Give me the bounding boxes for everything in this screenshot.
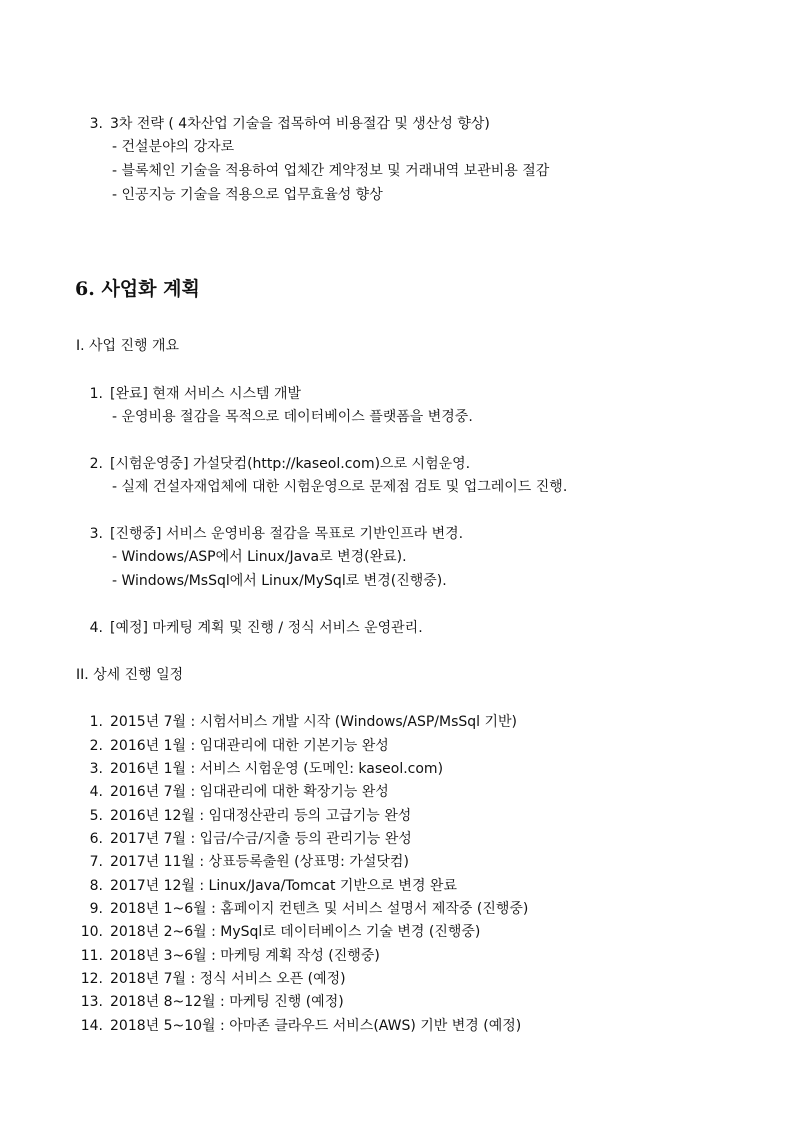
strategy-sub-item: - 블록체인 기술을 적용하여 업체간 계약정보 및 거래내역 보관비용 절감 bbox=[112, 163, 550, 179]
list-sub-item: - Windows/ASP에서 Linux/Java로 변경(완료). bbox=[112, 549, 407, 565]
list-number: 5. bbox=[89, 808, 103, 824]
subsection-title: II. 상세 진행 일정 bbox=[76, 667, 184, 683]
strategy-item-text: 3차 전략 ( 4차산업 기술을 접목하여 비용절감 및 생산성 향상) bbox=[110, 116, 490, 132]
schedule-item: 2018년 1~6월 : 홈페이지 컨텐츠 및 서비스 설명서 제작중 (진행중) bbox=[110, 901, 529, 917]
list-number: 7. bbox=[89, 854, 103, 870]
schedule-item: 2016년 7월 : 임대관리에 대한 확장기능 완성 bbox=[110, 784, 389, 800]
list-number: 3. bbox=[89, 526, 103, 542]
list-item: [시험운영중] 가설닷컴(http://kaseol.com)으로 시험운영. bbox=[110, 456, 471, 472]
list-number: 1. bbox=[89, 714, 103, 730]
schedule-item: 2017년 11월 : 상표등록출원 (상표명: 가설닷컴) bbox=[110, 854, 409, 870]
list-sub-item: - 운영비용 절감을 목적으로 데이터베이스 플랫폼을 변경중. bbox=[112, 409, 473, 425]
schedule-item: 2017년 12월 : Linux/Java/Tomcat 기반으로 변경 완료 bbox=[110, 878, 457, 894]
list-item: [진행중] 서비스 운영비용 절감을 목표로 기반인프라 변경. bbox=[110, 526, 464, 542]
list-sub-item: - 실제 건설자재업체에 대한 시험운영으로 문제점 검토 및 업그레이드 진행. bbox=[112, 479, 568, 495]
schedule-item: 2018년 7월 : 정식 서비스 오픈 (예정) bbox=[110, 971, 346, 987]
list-number: 6. bbox=[89, 831, 103, 847]
schedule-item: 2016년 12월 : 임대정산관리 등의 고급기능 완성 bbox=[110, 808, 412, 824]
list-number: 9. bbox=[89, 901, 103, 917]
schedule-item: 2017년 7월 : 입금/수금/지출 등의 관리기능 완성 bbox=[110, 831, 412, 847]
schedule-item: 2015년 7월 : 시험서비스 개발 시작 (Windows/ASP/MsSql 기반) bbox=[110, 714, 518, 730]
list-number: 14. bbox=[80, 1018, 103, 1034]
schedule-item: 2016년 1월 : 임대관리에 대한 기본기능 완성 bbox=[110, 738, 389, 754]
list-number: 11. bbox=[80, 948, 103, 964]
strategy-sub-item: - 인공지능 기술을 적용으로 업무효율성 향상 bbox=[112, 187, 383, 203]
list-number: 2. bbox=[89, 738, 103, 754]
section-heading: 6. 사업화 계획 bbox=[75, 278, 200, 300]
list-number: 3. bbox=[89, 116, 103, 132]
list-number: 4. bbox=[89, 784, 103, 800]
list-number: 13. bbox=[80, 994, 103, 1010]
schedule-item: 2016년 1월 : 서비스 시험운영 (도메인: kaseol.com) bbox=[110, 761, 444, 777]
list-number: 1. bbox=[89, 386, 103, 402]
list-number: 4. bbox=[89, 620, 103, 636]
subsection-title: I. 사업 진행 개요 bbox=[76, 338, 180, 354]
list-number: 10. bbox=[80, 924, 103, 940]
schedule-item: 2018년 5~10월 : 아마존 클라우드 서비스(AWS) 기반 변경 (예정) bbox=[110, 1018, 522, 1034]
list-sub-item: - Windows/MsSql에서 Linux/MySql로 변경(진행중). bbox=[112, 573, 447, 589]
list-number: 8. bbox=[89, 878, 103, 894]
schedule-item: 2018년 2~6월 : MySql로 데이터베이스 기술 변경 (진행중) bbox=[110, 924, 481, 940]
list-item: [예정] 마케팅 계획 및 진행 / 정식 서비스 운영관리. bbox=[110, 620, 423, 636]
list-number: 3. bbox=[89, 761, 103, 777]
schedule-item: 2018년 3~6월 : 마케팅 계획 작성 (진행중) bbox=[110, 948, 380, 964]
list-number: 2. bbox=[89, 456, 103, 472]
strategy-sub-item: - 건설분야의 강자로 bbox=[112, 139, 235, 155]
list-number: 12. bbox=[80, 971, 103, 987]
schedule-item: 2018년 8~12월 : 마케팅 진행 (예정) bbox=[110, 994, 344, 1010]
list-item: [완료] 현재 서비스 시스템 개발 bbox=[110, 386, 302, 402]
